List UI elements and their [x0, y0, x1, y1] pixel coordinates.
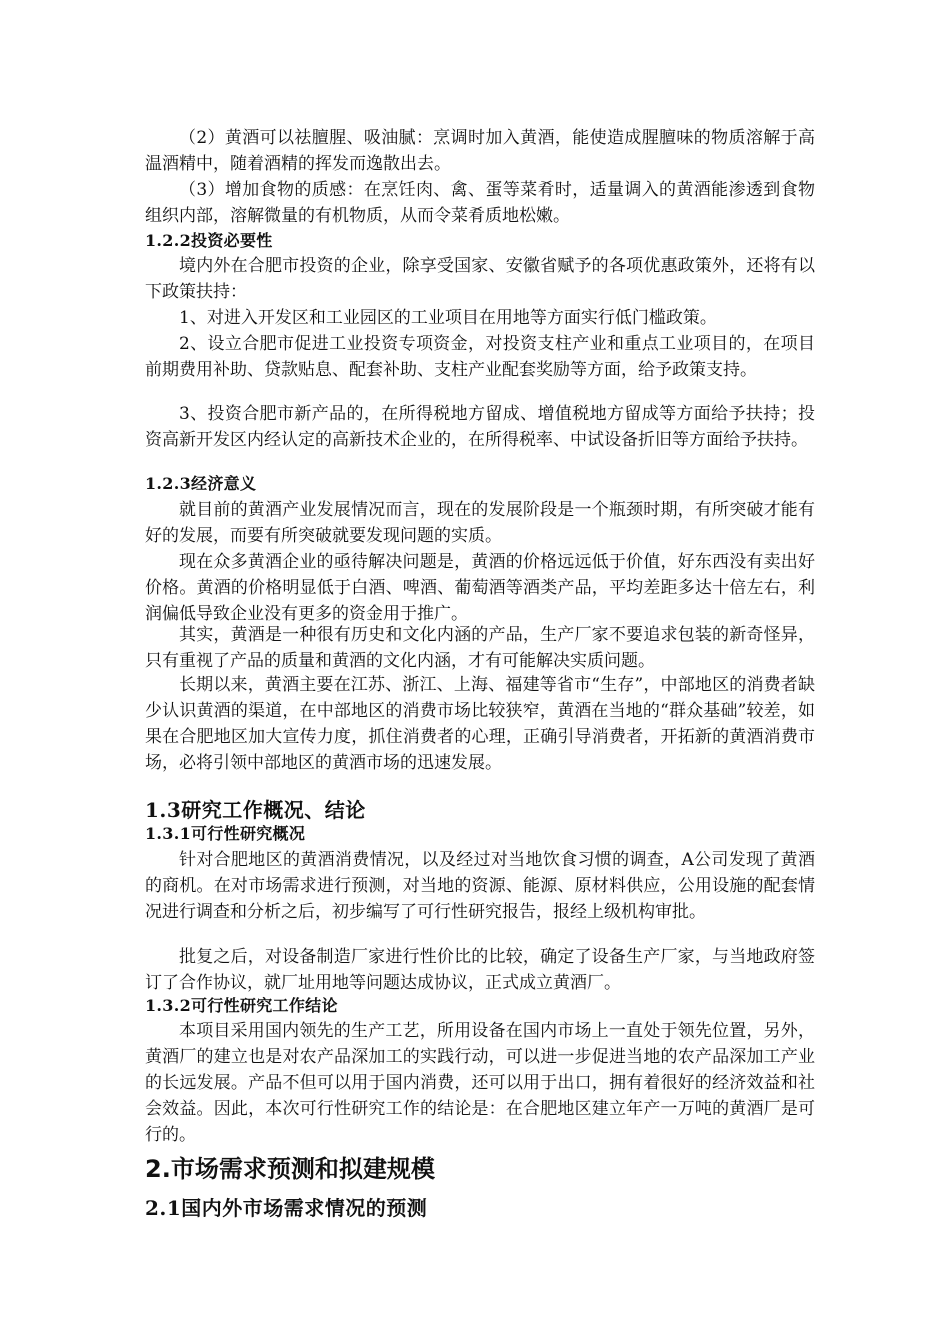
paragraph-culture: 其实，黄酒是一种很有历史和文化内涵的产品，生产厂家不要追求包装的新奇怪异，只有重视了产品的质量和黄酒的文化内涵，才有可能解决实质问题。: [145, 625, 815, 671]
heading-1-3-1: 1.3.1可行性研究概况: [145, 824, 306, 843]
paragraph-policy-2: 2、设立合肥市促进工业投资专项资金，对投资支柱产业和重点工业项目的，在项目前期费用补助、贷款贴息、配套补助、支柱产业配套奖励等方面，给予政策支持。: [145, 334, 815, 380]
paragraph-economic-bottleneck: 就目前的黄酒产业发展情况而言，现在的发展阶段是一个瓶颈时期，有所突破才能有好的发展，而要有所突破就要发现问题的实质。: [145, 500, 815, 546]
paragraph-policy-1: 1、对进入开发区和工业园区的工业项目在用地等方面实行低门槛政策。: [179, 308, 717, 328]
heading-1-2-3: 1.2.3经济意义: [145, 474, 257, 493]
heading-1-2-2: 1.2.2投资必要性: [145, 231, 273, 250]
paragraph-investment-intro: 境内外在合肥市投资的企业，除享受国家、安徽省赋予的各项优惠政策外，还将有以下政策扶持：: [145, 256, 815, 302]
paragraph-central-market: 长期以来，黄酒主要在江苏、浙江、上海、福建等省市“生存”，中部地区的消费者缺少认识黄酒的渠道，在中部地区的消费市场比较狭窄，黄酒在当地的“群众基础”较差，如果在合肥地区加大宣传力度，抓住消费者的心理，正确引导消费者，开拓新的黄酒消费市场，必将引领中部地区的黄酒市场的迅速发展。: [145, 675, 815, 773]
paragraph-policy-3: 3、投资合肥市新产品的，在所得税地方留成、增值税地方留成等方面给予扶持；投资高新开发区内经认定的高新技术企业的，在所得税率、中试设备折旧等方面给予扶持。: [145, 404, 815, 450]
paragraph-price-problem: 现在众多黄酒企业的亟待解决问题是，黄酒的价格远远低于价值，好东西没有卖出好价格。黄酒的价格明显低于白酒、啤酒、葡萄酒等酒类产品，平均差距多达十倍左右，利润偏低导致企业没有更多的资金用于推广。: [145, 552, 815, 624]
paragraph-yellow-wine-deodorize: （2）黄酒可以祛膻腥、吸油腻：烹调时加入黄酒，能使造成腥膻味的物质溶解于高温酒精中，随着酒精的挥发而逸散出去。: [145, 128, 815, 174]
heading-1-3-2: 1.3.2可行性研究工作结论: [145, 996, 338, 1015]
paragraph-research-overview: 针对合肥地区的黄酒消费情况，以及经过对当地饮食习惯的调查，A公司发现了黄酒的商机。在对市场需求进行预测，对当地的资源、能源、原材料供应，公用设施的配套情况进行调查和分析之后，初步编写了可行性研究报告，报经上级机构审批。: [145, 850, 815, 922]
paragraph-yellow-wine-texture: （3）增加食物的质感：在烹饪肉、禽、蛋等菜肴时，适量调入的黄酒能渗透到食物组织内部，溶解微量的有机物质，从而令菜肴质地松嫩。: [145, 180, 815, 226]
paragraph-conclusion: 本项目采用国内领先的生产工艺，所用设备在国内市场上一直处于领先位置，另外，黄酒厂的建立也是对农产品深加工的实践行动，可以进一步促进当地的农产品深加工产业的长远发展。产品不但可以用于国内消费，还可以用于出口，拥有着很好的经济效益和社会效益。因此，本次可行性研究工作的结论是：在合肥地区建立年产一万吨的黄酒厂是可行的。: [145, 1021, 815, 1145]
paragraph-approval: 批复之后，对设备制造厂家进行性价比的比较，确定了设备生产厂家，与当地政府签订了合作协议，就厂址用地等问题达成协议，正式成立黄酒厂。: [145, 947, 815, 993]
heading-1-3: 1.3研究工作概况、结论: [145, 798, 366, 822]
heading-2: 2.市场需求预测和拟建规模: [145, 1155, 435, 1183]
heading-2-1: 2.1国内外市场需求情况的预测: [145, 1196, 428, 1220]
